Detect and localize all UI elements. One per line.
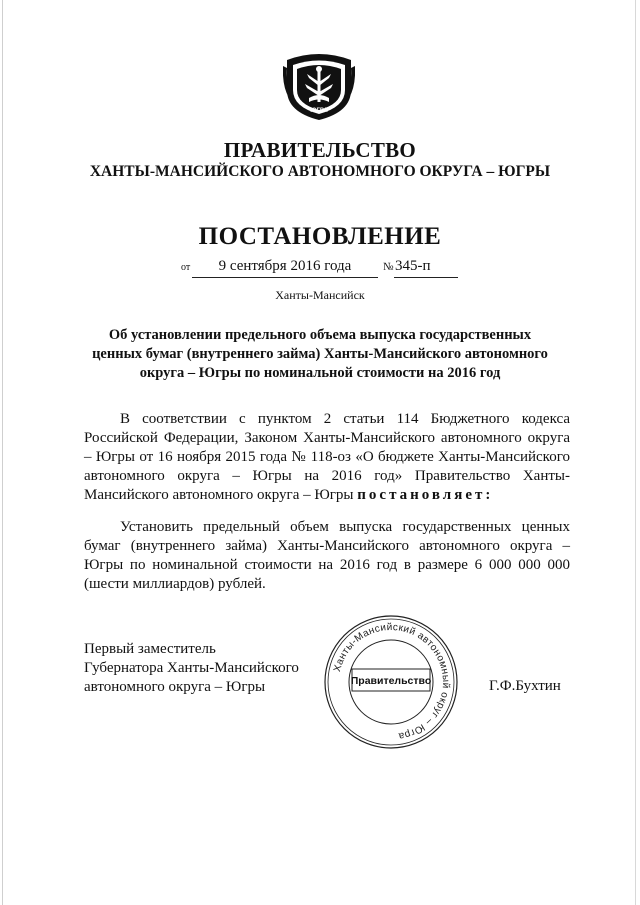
scan-edge-left bbox=[2, 0, 3, 905]
signer-name: Г.Ф.Бухтин bbox=[489, 678, 561, 694]
signer-position-line1: Первый заместитель bbox=[84, 641, 216, 657]
document-number: 345-п bbox=[395, 258, 431, 274]
date-underline bbox=[192, 277, 378, 278]
number-label: № bbox=[383, 261, 394, 273]
scan-edge-right bbox=[635, 0, 636, 905]
document-type: ПОСТАНОВЛЕНИЕ bbox=[198, 223, 442, 250]
signer-position-line3: автономного округа – Югры bbox=[84, 679, 266, 695]
resolves-keyword: постановляет: bbox=[357, 487, 494, 503]
signer-position bbox=[84, 640, 299, 697]
city-label: Ханты-Мансийск bbox=[275, 288, 365, 302]
resolution-paragraph: Установить предельный объем выпуска государственных ценных бумаг (внутреннего займа) Ханты-Мансийского автономного округа – Югры по номинальной стоимости на 2016 год в размере 6 000 000 000 (шести миллиардов) рублей. bbox=[84, 519, 570, 592]
document-date: 9 сентября 2016 года bbox=[218, 258, 352, 274]
number-underline bbox=[394, 277, 458, 278]
from-label: от bbox=[181, 262, 191, 273]
preamble-paragraph bbox=[84, 410, 570, 505]
svg-text:ЮГРА: ЮГРА bbox=[310, 108, 328, 114]
government-title: ПРАВИТЕЛЬСТВО bbox=[223, 138, 417, 162]
preamble-text: В соответствии с пунктом 2 статьи 114 Бюджетного кодекса Российской Федерации, Законом Ханты-Мансийского автономного округа – Югры от 16 ноября 2015 года № 118-оз «О бюджете Ханты-Мансийского автономного округа – Югры на 2016 год» Правительство Ханты-Мансийского автономного округа – Югры bbox=[84, 411, 570, 503]
svg-text:Правительство: Правительство bbox=[350, 675, 432, 687]
document-subject: Об установлении предельного объема выпуска государственных ценных бумаг (внутреннего займа) Ханты-Мансийского автономного округа – Югры по номинальной стоимости на 2016 год bbox=[92, 327, 548, 381]
coat-of-arms-icon bbox=[283, 52, 355, 122]
official-stamp bbox=[316, 607, 466, 757]
government-subtitle: ХАНТЫ-МАНСИЙСКОГО АВТОНОМНОГО ОКРУГА – ЮГРЫ bbox=[89, 163, 551, 180]
date-number-row bbox=[0, 258, 640, 280]
signer-position-line2: Губернатора Ханты-Мансийского bbox=[84, 660, 299, 676]
svg-text:Ханты-Мансийский автономный ок: Ханты-Мансийский автономный округ – Югра bbox=[332, 621, 452, 742]
